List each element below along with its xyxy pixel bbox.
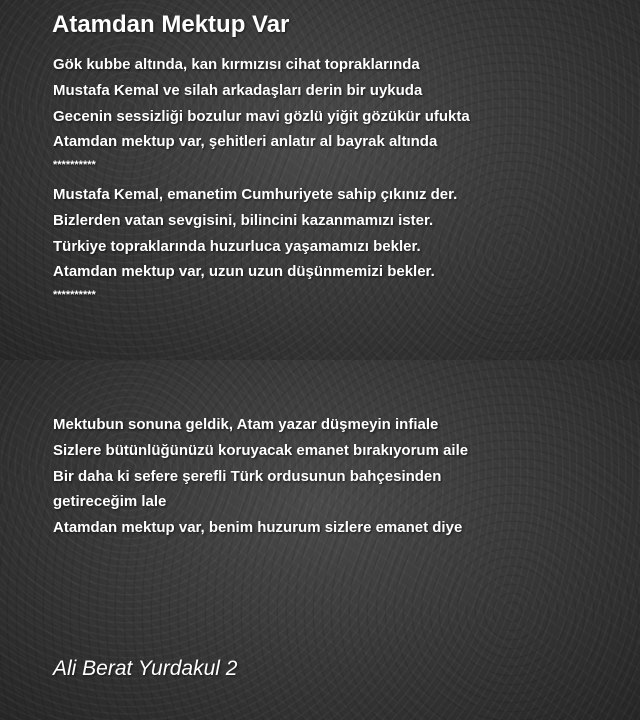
- poem-line: Mustafa Kemal, emanetim Cumhuriyete sahip çıkınız der.: [53, 186, 458, 203]
- poem-author: Ali Berat Yurdakul 2: [53, 657, 238, 680]
- stanza-2: [53, 182, 457, 305]
- poem-line: Atamdan mektup var, benim huzurum sizlere emanet diye: [53, 519, 463, 537]
- poem-line: Atamdan mektup var, uzun uzun düşünmemizi bekler.: [53, 263, 435, 281]
- poem-line: Gök kubbe altında, kan kırmızısı cihat topraklarında: [53, 56, 420, 73]
- stanza-separator: **********: [53, 289, 96, 302]
- poem-line: Gecenin sessizliği bozulur mavi gözlü yiğit gözükür ufukta: [53, 107, 470, 125]
- poem-line: Mustafa Kemal ve silah arkadaşları derin bir uykuda: [53, 81, 423, 99]
- poem-line: Bir daha ki sefere şerefli Türk ordusunun bahçesinden getireceğim lale: [53, 467, 442, 511]
- poem-title: Atamdan Mektup Var: [52, 11, 290, 38]
- poem-line: Atamdan mektup var, şehitleri anlatır al bayrak altında: [53, 133, 438, 151]
- stanza-1: [53, 52, 470, 175]
- poem-line: Sizlere bütünlüğünüzü koruyacak emanet bırakıyorum aile: [53, 441, 469, 459]
- poem-line: Mektubun sonuna geldik, Atam yazar düşmeyin infiale: [53, 416, 439, 433]
- poem-line: Türkiye topraklarında huzurluca yaşamamızı bekler.: [53, 237, 421, 255]
- stanza-3: [53, 412, 493, 541]
- stanza-separator: **********: [53, 159, 96, 172]
- poem-card-bottom: [0, 360, 640, 720]
- poem-line: Bizlerden vatan sevgisini, bilincini kazanmamızı ister.: [53, 211, 434, 229]
